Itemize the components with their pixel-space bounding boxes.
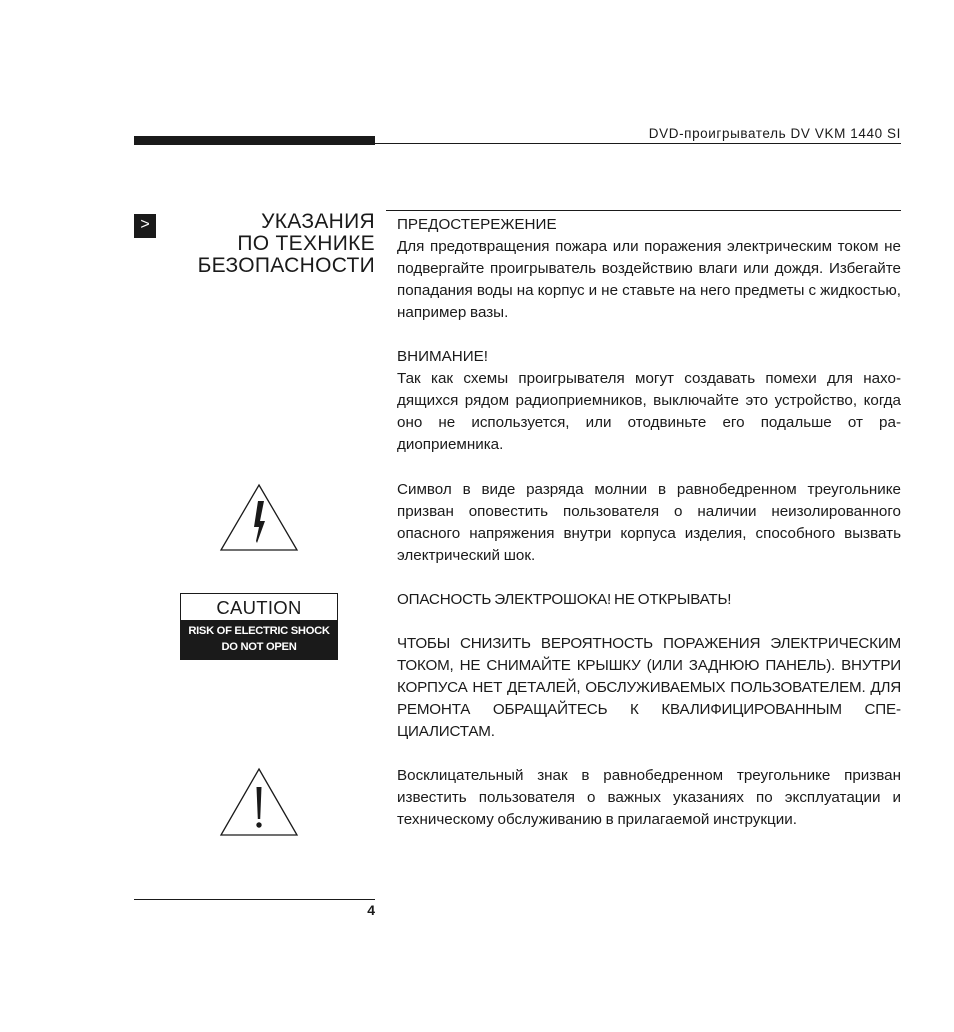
attention-heading: ВНИМАНИЕ! <box>397 348 489 365</box>
attention-block <box>397 346 901 456</box>
caution-label-line: DO NOT OPEN <box>221 641 297 653</box>
caution-label-title: CAUTION <box>216 597 302 618</box>
section-rule <box>386 210 901 211</box>
warning-text: Для предотвращения пожара или поражения электрическим током не подвергайте проигрыватель воздействию влаги или дождя. Избегайте попадания воды на корпус и не ставьте на него предметы с жидкостью, например вазы. <box>397 238 901 321</box>
warning-block <box>397 214 901 324</box>
section-marker-icon: > <box>134 214 156 238</box>
exclamation-triangle-icon <box>219 767 299 837</box>
header-bar <box>134 136 375 145</box>
section-title-line: БЕЗОПАСНОСТИ <box>197 254 375 277</box>
page-number: 4 <box>367 902 375 918</box>
section-title-line: ПО ТЕХНИКЕ <box>237 232 375 255</box>
no-parts-text: ЧТОБЫ СНИЗИТЬ ВЕРОЯТНОСТЬ ПОРАЖЕНИЯ ЭЛЕКТРИЧЕСКИМ ТОКОМ, НЕ СНИМАЙТЕ КРЫШКУ (ИЛИ ЗАДНЮЮ ПАНЕЛЬ). ВНУТРИ КОРПУСА НЕТ ДЕТАЛЕЙ, ОБСЛУЖИВАЕМЫХ ПОЛЬЗОВАТЕЛЕМ. ДЛЯ РЕМОНТА ОБРАЩАЙТЕСЬ К КВАЛИФИЦИРОВАННЫМ СПЕЦИАЛИСТАМ. <box>397 635 901 740</box>
section-title-line: УКАЗАНИЯ <box>261 210 375 233</box>
shock-danger-block <box>397 589 901 611</box>
caution-label <box>180 593 338 660</box>
shock-danger-text: ОПАСНОСТЬ ЭЛЕКТРОШОКА! НЕ ОТКРЫВАТЬ! <box>397 591 732 608</box>
exclamation-symbol-text: Восклицательный знак в равнобедренном треугольнике призван известить пользователя о важных указаниях по эксплуатации и техническому обслуживанию в прилагаемой инструкции. <box>397 767 901 828</box>
lightning-symbol-description <box>397 479 901 567</box>
section-title <box>135 211 375 277</box>
attention-text: Так как схемы проигрывателя могут создавать помехи для находящихся рядом радиоприемников, выключайте это устройство, когда оно не используется, или отодвиньте его подальше от радиоприемника. <box>397 370 901 453</box>
lightning-symbol-text: Символ в виде разряда молнии в равнобедренном треугольнике призван оповестить пользователя о наличии неизолированного опасного напряжения внутри корпуса изделия, способного вызвать электрический шок. <box>397 481 901 564</box>
warning-heading: ПРЕДОСТЕРЕЖЕНИЕ <box>397 216 557 233</box>
footer-rule <box>134 899 375 900</box>
exclamation-symbol-description <box>397 765 901 831</box>
lightning-triangle-icon <box>219 483 299 552</box>
no-parts-block <box>397 633 901 743</box>
document-title: DVD-проигрыватель DV VKM 1440 SI <box>648 126 901 141</box>
caution-label-warning <box>181 620 337 659</box>
caution-label-line: RISK OF ELECTRIC SHOCK <box>188 625 330 637</box>
header-rule <box>375 143 901 144</box>
